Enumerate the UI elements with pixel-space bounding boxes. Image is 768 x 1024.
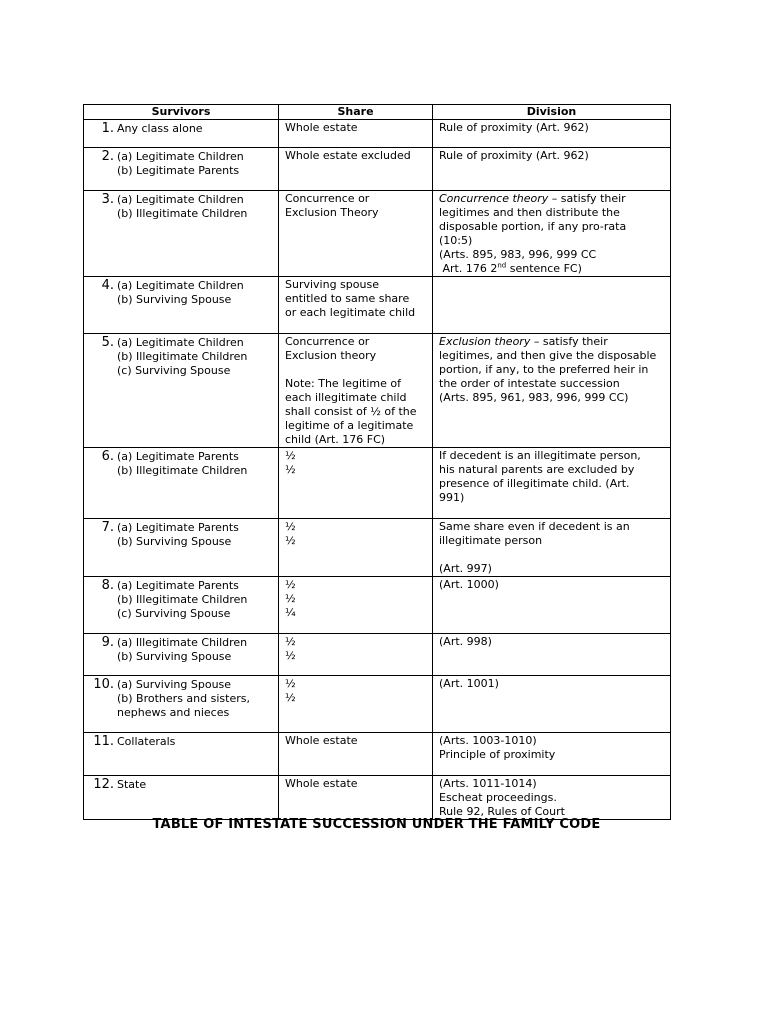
division-cell: [433, 120, 671, 148]
row-number: 12.: [93, 777, 114, 792]
share-line: ½: [285, 463, 296, 476]
division-line: presence of illegitimate child. (Art.: [439, 477, 630, 490]
division-line: (Art. 1000): [439, 578, 499, 591]
division-line: Rule 92, Rules of Court: [439, 805, 565, 818]
division-line: [439, 262, 666, 276]
table-row: [84, 519, 671, 577]
succession-table: [83, 104, 671, 820]
division-line: (Arts. 1011-1014): [439, 777, 537, 790]
table-row: [84, 191, 671, 277]
survivors-cell: [84, 776, 279, 820]
survivor-line: (a) Illegitimate Children: [117, 636, 248, 649]
table-row: [84, 634, 671, 676]
share-line: Concurrence or: [285, 335, 370, 348]
survivor-line: (b) Legitimate Parents: [117, 164, 240, 177]
survivor-line: (c) Surviving Spouse: [117, 607, 231, 620]
division-line: disposable portion, if any pro-rata: [439, 220, 627, 233]
table-row: [84, 577, 671, 634]
survivor-line: (a) Legitimate Parents: [117, 450, 239, 463]
share-line: entitled to same share: [285, 292, 410, 305]
survivor-line: (a) Legitimate Children: [117, 336, 244, 349]
share-cell: [279, 448, 433, 519]
table-row: [84, 277, 671, 334]
table-row: [84, 148, 671, 191]
table-caption: TABLE OF INTESTATE SUCCESSION UNDER THE FAMILY CODE: [152, 817, 601, 832]
table-row: [84, 334, 671, 448]
survivors-cell: [84, 191, 279, 277]
division-cell: [433, 277, 671, 334]
division-line: Rule of proximity (Art. 962): [439, 149, 589, 162]
header-division: Division: [433, 105, 671, 120]
division-line: [439, 192, 666, 206]
share-line: ½: [285, 534, 296, 547]
division-line: portion, if any, to the preferred heir in: [439, 363, 649, 376]
division-line: Same share even if decedent is an: [439, 520, 630, 533]
survivors-cell: [84, 519, 279, 577]
share-line: ½: [285, 635, 296, 648]
share-line: ½: [285, 578, 296, 591]
division-line: (Arts. 1003-1010): [439, 734, 537, 747]
share-line: ½: [285, 592, 296, 605]
share-line: Whole estate: [285, 734, 358, 747]
division-line: the order of intestate succession: [439, 377, 620, 390]
division-cell: [433, 634, 671, 676]
division-line: legitimes and then distribute the: [439, 206, 620, 219]
share-cell: [279, 577, 433, 634]
survivor-line: (b) Surviving Spouse: [117, 293, 232, 306]
survivor-line: (a) Legitimate Children: [117, 193, 244, 206]
share-cell: [279, 634, 433, 676]
division-line: his natural parents are excluded by: [439, 463, 635, 476]
article-ref-rest: sentence FC): [506, 262, 582, 275]
survivors-cell: [84, 120, 279, 148]
division-line: Escheat proceedings.: [439, 791, 557, 804]
survivor-line: Collaterals: [117, 735, 176, 748]
share-line: each illegitimate child: [285, 391, 407, 404]
survivors-cell: [84, 277, 279, 334]
share-cell: [279, 148, 433, 191]
survivors-cell: [84, 448, 279, 519]
theory-description: – satisfy their: [548, 192, 626, 205]
row-number: 7.: [101, 520, 114, 535]
table-row: [84, 120, 671, 148]
survivor-line: (a) Surviving Spouse: [117, 678, 232, 691]
share-line: Exclusion theory: [285, 349, 377, 362]
row-number: 6.: [101, 449, 114, 464]
survivor-line: (b) Surviving Spouse: [117, 535, 232, 548]
row-number: 1.: [101, 121, 114, 136]
division-line: (Arts. 895, 961, 983, 996, 999 CC): [439, 391, 629, 404]
division-cell: [433, 733, 671, 776]
division-cell: [433, 676, 671, 733]
table-body: [84, 120, 671, 820]
share-line: legitime of a legitimate: [285, 419, 414, 432]
share-line: Concurrence or: [285, 192, 370, 205]
division-line: illegitimate person: [439, 534, 543, 547]
share-line: Whole estate excluded: [285, 149, 411, 162]
table-row: [84, 733, 671, 776]
division-line: Principle of proximity: [439, 748, 556, 761]
survivor-line: (b) Illegitimate Children: [117, 207, 248, 220]
theory-description: – satisfy their: [530, 335, 608, 348]
division-cell: [433, 776, 671, 820]
share-line: ½: [285, 449, 296, 462]
survivor-line: (b) Brothers and sisters,: [117, 692, 250, 705]
share-line: ½: [285, 649, 296, 662]
header-share: Share: [279, 105, 433, 120]
row-number: 2.: [101, 149, 114, 164]
survivor-line: (a) Legitimate Parents: [117, 579, 239, 592]
division-line: [439, 335, 666, 349]
row-number: 8.: [101, 578, 114, 593]
share-line: shall consist of ½ of the: [285, 405, 417, 418]
share-line: or each legitimate child: [285, 306, 416, 319]
header-survivors: Survivors: [84, 105, 279, 120]
share-cell: [279, 191, 433, 277]
share-cell: [279, 277, 433, 334]
share-line: ½: [285, 677, 296, 690]
survivor-line: (a) Legitimate Parents: [117, 521, 239, 534]
table-row: [84, 676, 671, 733]
survivor-line: State: [117, 778, 147, 791]
share-line: ½: [285, 520, 296, 533]
share-cell: [279, 676, 433, 733]
share-line: child (Art. 176 FC): [285, 433, 386, 446]
survivors-cell: [84, 676, 279, 733]
ordinal-suffix: nd: [497, 261, 507, 270]
table-row: [84, 776, 671, 820]
share-line: Note: The legitime of: [285, 377, 402, 390]
row-number: 5.: [101, 335, 114, 350]
division-cell: [433, 148, 671, 191]
share-line: Whole estate: [285, 121, 358, 134]
share-line: Whole estate: [285, 777, 358, 790]
share-cell: [279, 334, 433, 448]
division-cell: [433, 577, 671, 634]
row-number: 10.: [93, 677, 114, 692]
division-line: Rule of proximity (Art. 962): [439, 121, 589, 134]
share-line: ¼: [285, 606, 296, 619]
survivors-cell: [84, 634, 279, 676]
row-number: 4.: [101, 278, 114, 293]
share-cell: [279, 776, 433, 820]
survivor-line: (b) Surviving Spouse: [117, 650, 232, 663]
theory-name: Concurrence theory: [439, 192, 549, 205]
share-cell: [279, 120, 433, 148]
header-row: [84, 105, 671, 120]
division-line: (10:5): [439, 234, 473, 247]
division-cell: [433, 448, 671, 519]
division-line: (Art. 998): [439, 635, 492, 648]
share-cell: [279, 733, 433, 776]
survivor-line: (b) Illegitimate Children: [117, 464, 248, 477]
share-line: ½: [285, 691, 296, 704]
survivor-line: (b) Illegitimate Children: [117, 350, 248, 363]
share-line: Exclusion Theory: [285, 206, 379, 219]
division-line: (Arts. 895, 983, 996, 999 CC: [439, 248, 597, 261]
division-line: 991): [439, 491, 465, 504]
survivor-line: Any class alone: [117, 122, 203, 135]
theory-name: Exclusion theory: [439, 335, 531, 348]
survivor-line: (b) Illegitimate Children: [117, 593, 248, 606]
table-row: [84, 448, 671, 519]
share-line: Surviving spouse: [285, 278, 379, 291]
division-line: If decedent is an illegitimate person,: [439, 449, 641, 462]
division-line: (Art. 1001): [439, 677, 499, 690]
row-number: 3.: [101, 192, 114, 207]
division-line: (Art. 997): [439, 562, 492, 575]
share-cell: [279, 519, 433, 577]
row-number: 9.: [101, 635, 114, 650]
survivor-line: (a) Legitimate Children: [117, 150, 244, 163]
survivor-line: (a) Legitimate Children: [117, 279, 244, 292]
survivors-cell: [84, 577, 279, 634]
division-line: legitimes, and then give the disposable: [439, 349, 657, 362]
survivors-cell: [84, 334, 279, 448]
survivors-cell: [84, 733, 279, 776]
division-cell: [433, 334, 671, 448]
row-number: 11.: [93, 734, 114, 749]
survivors-cell: [84, 148, 279, 191]
division-cell: [433, 519, 671, 577]
article-ref: Art. 176 2: [439, 262, 498, 275]
division-cell: [433, 191, 671, 277]
survivor-line: (c) Surviving Spouse: [117, 364, 231, 377]
survivor-line: nephews and nieces: [117, 706, 230, 719]
